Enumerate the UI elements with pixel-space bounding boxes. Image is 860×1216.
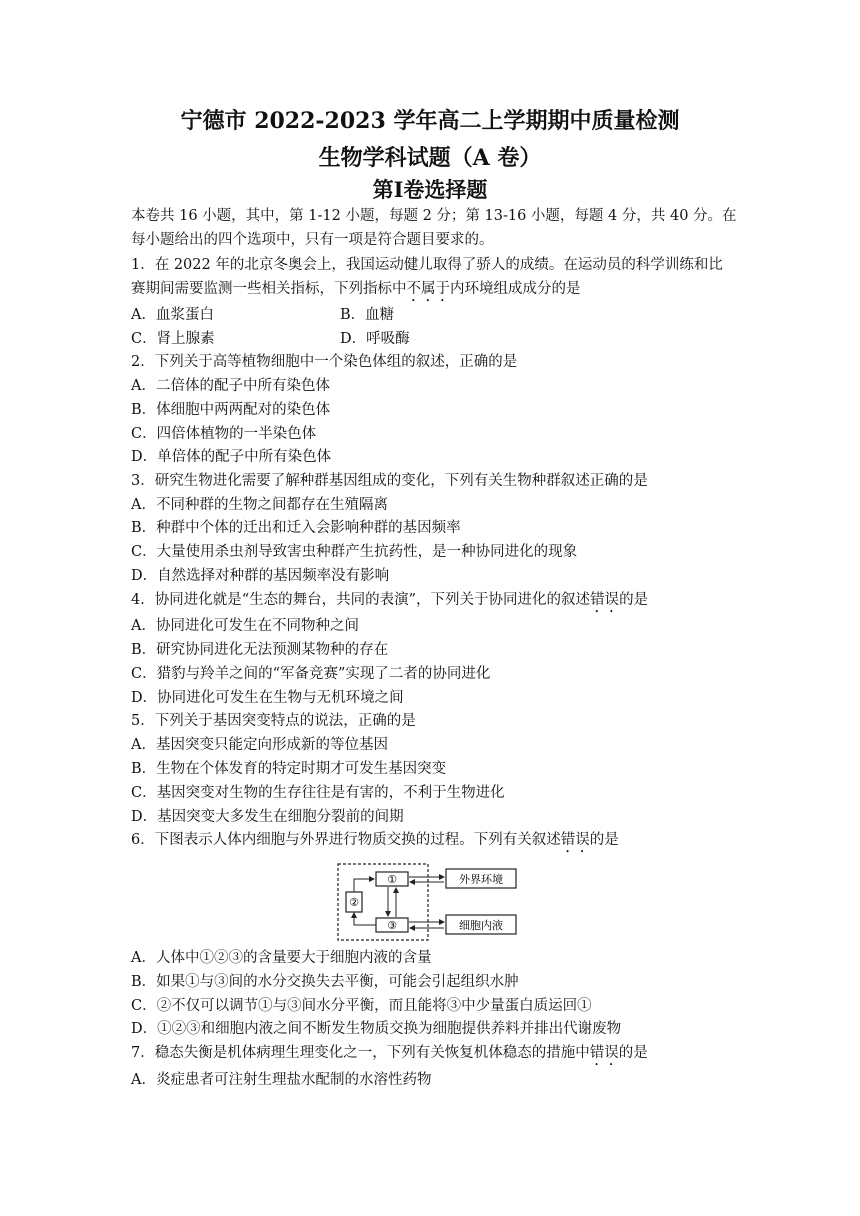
q1-option-c: C．肾上腺素 (131, 331, 215, 347)
q4-option-c: C．猎豹与羚羊之间的“军备竞赛”实现了二者的协同进化 (131, 666, 491, 682)
external-environment-label: 外界环境 (459, 873, 503, 886)
q5-option-d: D．基因突变大多发生在细胞分裂前的间期 (131, 809, 404, 825)
node-3-label: ③ (387, 919, 397, 932)
q4-stem-post: 的是 (619, 592, 649, 608)
q4-stem-emphasis: 错误 (590, 592, 620, 608)
q1-option-a: A．血浆蛋白 (131, 307, 214, 323)
q2-option-a: A．二倍体的配子中所有染色体 (131, 378, 330, 394)
q5-option-a: A．基因突变只能定向形成新的等位基因 (131, 737, 388, 753)
q5-option-b: B．生物在个体发育的特定时期才可发生基因突变 (131, 761, 447, 777)
q4-stem (131, 590, 648, 616)
q3-option-c: C．大量使用杀虫剂导致害虫种群产生抗药性，是一种协同进化的现象 (131, 544, 578, 560)
q1-options-row-2 (131, 329, 410, 349)
q1-stem-line-2 (131, 279, 581, 305)
q4-option-d: D．协同进化可发生在生物与无机环境之间 (131, 690, 404, 706)
q2-option-c: C．四倍体植物的一半染色体 (131, 426, 317, 442)
q6-stem-emphasis: 错误 (560, 832, 590, 848)
node-1-label: ① (387, 873, 397, 886)
q1-stem-post: 内环境组成成分的是 (450, 281, 581, 297)
q1-option-b: B．血糖 (340, 307, 395, 323)
q7-stem-pre: 7．稳态失衡是机体病理生理变化之一，下列有关恢复机体稳态的措施中 (131, 1045, 590, 1061)
body-fluid-exchange-diagram (336, 862, 526, 942)
exam-title: 宁德市 2022-2023 学年高二上学期期中质量检测 (180, 108, 680, 134)
q3-option-b: B．种群中个体的迁出和迁入会影响种群的基因频率 (131, 520, 461, 536)
q3-stem: 3．研究生物进化需要了解种群基因组成的变化，下列有关生物种群叙述正确的是 (131, 473, 648, 489)
q6-option-d: D．①②③和细胞内液之间不断发生物质交换为细胞提供养料并排出代谢废物 (131, 1021, 622, 1037)
q7-stem (131, 1043, 648, 1069)
q5-stem: 5．下列关于基因突变特点的说法，正确的是 (131, 713, 416, 729)
q1-stem-line-1: 1．在 2022 年的北京冬奥会上，我国运动健儿取得了骄人的成绩。在运动员的科学训练和比 (131, 257, 723, 273)
q4-option-a: A．协同进化可发生在不同物种之间 (131, 618, 359, 634)
arrow-3-to-2 (354, 913, 376, 925)
exam-subtitle: 生物学科试题（A 卷） (318, 145, 542, 171)
section-title: 第Ⅰ卷选择题 (372, 177, 488, 202)
intracellular-fluid-label: 细胞内液 (459, 919, 503, 932)
q5-option-c: C．基因突变对生物的生存往往是有害的，不利于生物进化 (131, 785, 505, 801)
q7-stem-post: 的是 (618, 1045, 648, 1061)
intro-line-2: 每小题给出的四个选项中，只有一项是符合题目要求的。 (131, 232, 494, 248)
q4-stem-pre: 4．协同进化就是“生态的舞台，共同的表演”，下列关于协同进化的叙述 (131, 592, 591, 608)
q1-stem-pre: 赛期间需要监测一些相关指标，下列指标中 (131, 281, 407, 297)
node-2-label: ② (349, 896, 359, 909)
q1-options-row-1 (131, 305, 395, 325)
intro-line-1: 本卷共 16 小题，其中，第 1-12 小题，每题 2 分；第 13-16 小题，每题 4 分，共 40 分。在 (131, 208, 737, 224)
q7-option-a: A．炎症患者可注射生理盐水配制的水溶性药物 (131, 1072, 432, 1088)
q4-option-b: B．研究协同进化无法预测某物种的存在 (131, 642, 389, 658)
q1-option-d: D．呼吸酶 (340, 331, 410, 347)
q7-stem-emphasis: 错误 (589, 1045, 619, 1061)
q3-option-d: D．自然选择对种群的基因频率没有影响 (131, 568, 390, 584)
q2-option-d: D．单倍体的配子中所有染色体 (131, 449, 332, 465)
q1-stem-emphasis: 不属于 (406, 281, 450, 297)
q6-option-c: C．②不仅可以调节①与③间水分平衡，而且能将③中少量蛋白质运回① (131, 998, 592, 1014)
q6-stem (131, 830, 619, 856)
q6-option-b: B．如果①与③间的水分交换失去平衡，可能会引起组织水肿 (131, 974, 519, 990)
q2-option-b: B．体细胞中两两配对的染色体 (131, 402, 331, 418)
arrow-2-to-1 (354, 879, 374, 892)
q6-stem-pre: 6．下图表示人体内细胞与外界进行物质交换的过程。下列有关叙述 (131, 832, 561, 848)
q3-option-a: A．不同种群的生物之间都存在生殖隔离 (131, 497, 388, 513)
q6-stem-post: 的是 (589, 832, 619, 848)
q6-option-a: A．人体中①②③的含量要大于细胞内液的含量 (131, 950, 432, 966)
q2-stem: 2．下列关于高等植物细胞中一个染色体组的叙述，正确的是 (131, 354, 518, 370)
